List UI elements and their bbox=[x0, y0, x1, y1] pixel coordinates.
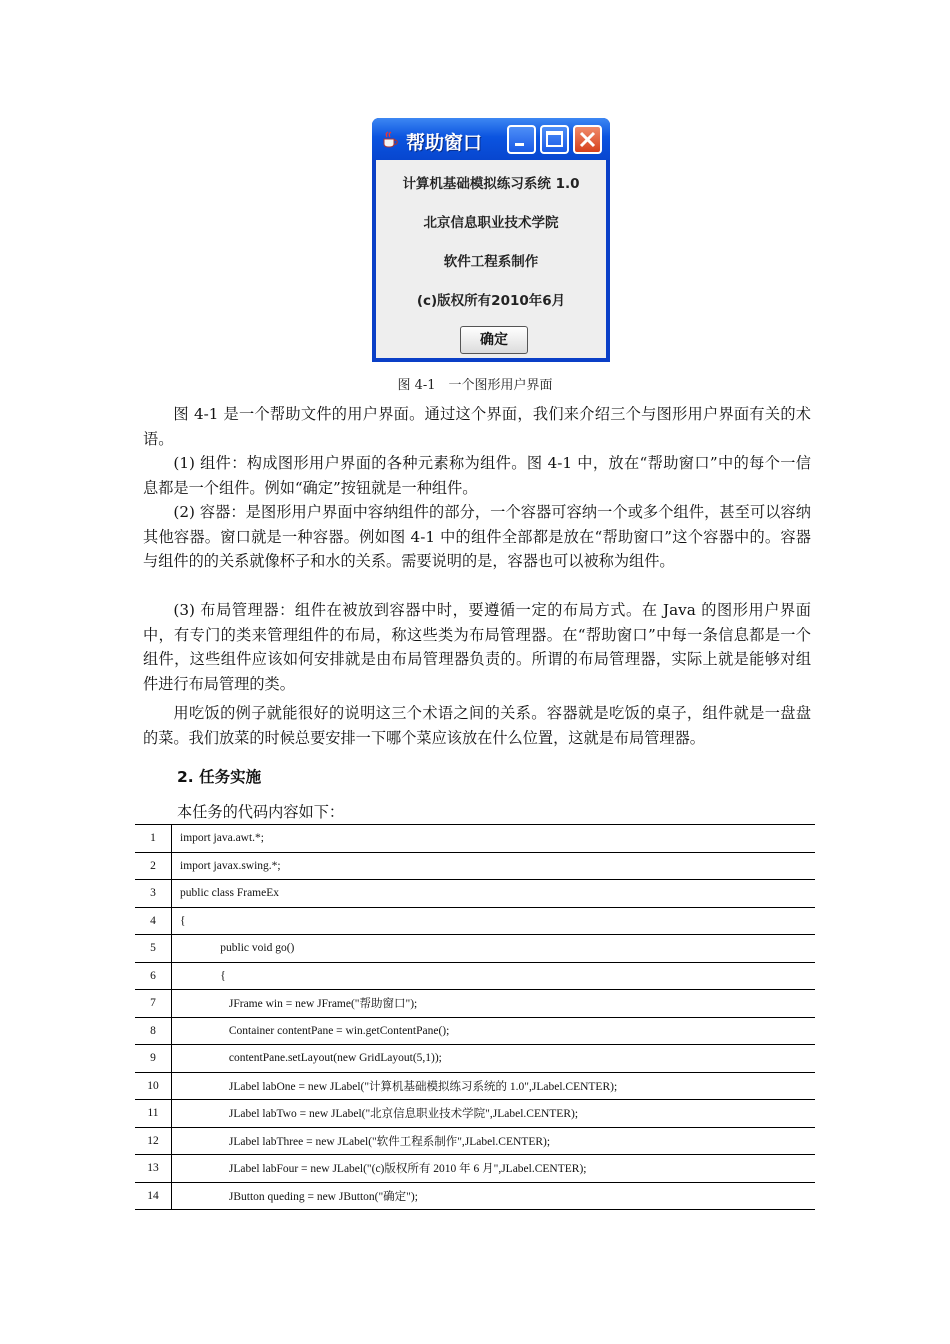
line-number: 10 bbox=[135, 1072, 172, 1100]
code-line: JLabel labFour = new JLabel("(c)版权所有 2010 年 6 月",JLabel.CENTER); bbox=[172, 1155, 816, 1183]
code-intro: 本任务的代码内容如下： bbox=[177, 803, 345, 821]
window-title: 帮助窗口 bbox=[406, 132, 483, 154]
code-row bbox=[135, 1045, 815, 1073]
code-line: Container contentPane = win.getContentPane(); bbox=[172, 1017, 816, 1045]
ok-button[interactable]: 确定 bbox=[460, 326, 528, 354]
label-one: 计算机基础模拟练习系统 1.0 bbox=[402, 176, 580, 192]
line-number: 1 bbox=[135, 825, 172, 853]
line-number: 9 bbox=[135, 1045, 172, 1073]
code-row bbox=[135, 1017, 815, 1045]
paragraph-intro: 图 4-1 是一个帮助文件的用户界面。通过这个界面，我们来介绍三个与图形用户界面有关的术语。 bbox=[143, 405, 811, 448]
window-content bbox=[376, 160, 606, 358]
section-heading: 2. 任务实施 bbox=[177, 768, 262, 786]
code-line: JLabel labTwo = new JLabel("北京信息职业技术学院",JLabel.CENTER); bbox=[172, 1100, 816, 1128]
code-row bbox=[135, 825, 815, 853]
code-row bbox=[135, 852, 815, 880]
code-line: { bbox=[172, 907, 816, 935]
line-number: 4 bbox=[135, 907, 172, 935]
line-number: 8 bbox=[135, 1017, 172, 1045]
code-row bbox=[135, 962, 815, 990]
maximize-button[interactable] bbox=[540, 125, 569, 154]
figure-caption: 图 4-1 一个图形用户界面 bbox=[397, 378, 553, 393]
code-table bbox=[135, 824, 815, 1210]
code-line: import javax.swing.*; bbox=[172, 852, 816, 880]
code-row bbox=[135, 1155, 815, 1183]
code-line: JLabel labOne = new JLabel("计算机基础模拟练习系统的 1.0",JLabel.CENTER); bbox=[172, 1072, 816, 1100]
code-row bbox=[135, 1072, 815, 1100]
line-number: 5 bbox=[135, 935, 172, 963]
line-number: 12 bbox=[135, 1127, 172, 1155]
code-line: contentPane.setLayout(new GridLayout(5,1)); bbox=[172, 1045, 816, 1073]
maximize-icon bbox=[542, 127, 567, 152]
line-number: 3 bbox=[135, 880, 172, 908]
code-line: public void go() bbox=[172, 935, 816, 963]
code-row bbox=[135, 935, 815, 963]
line-number: 14 bbox=[135, 1182, 172, 1210]
label-three: 软件工程系制作 bbox=[443, 254, 539, 270]
code-row bbox=[135, 880, 815, 908]
code-line: import java.awt.*; bbox=[172, 825, 816, 853]
close-icon bbox=[575, 127, 600, 152]
line-number: 2 bbox=[135, 852, 172, 880]
paragraph-container: (2) 容器：是图形用户界面中容纳组件的部分，一个容器可容纳一个或多个组件，甚至可以容纳其他容器。窗口就是一种容器。例如图 4-1 中的组件全部都是放在“帮助窗口”这个容器中的。容器与组件的的关系就像杯子和水的关系。需要说明的是，容器也可以被称为组件。 bbox=[143, 503, 811, 570]
paragraph-component: (1) 组件：构成图形用户界面的各种元素称为组件。图 4-1 中，放在“帮助窗口”中的每个一信息都是一个组件。例如“确定”按钮就是一种组件。 bbox=[143, 454, 811, 497]
window-titlebar bbox=[372, 118, 610, 160]
help-window-figure bbox=[372, 118, 610, 362]
line-number: 13 bbox=[135, 1155, 172, 1183]
label-two: 北京信息职业技术学院 bbox=[423, 215, 559, 231]
code-row bbox=[135, 907, 815, 935]
paragraph-analogy: 用吃饭的例子就能很好的说明这三个术语之间的关系。容器就是吃饭的桌子，组件就是一盘盘的菜。我们放菜的时候总要安排一下哪个菜应该放在什么位置，这就是布局管理器。 bbox=[143, 704, 811, 747]
line-number: 7 bbox=[135, 990, 172, 1018]
code-line: { bbox=[172, 962, 816, 990]
java-cup-icon bbox=[380, 129, 400, 149]
code-line: public class FrameEx bbox=[172, 880, 816, 908]
line-number: 11 bbox=[135, 1100, 172, 1128]
minimize-icon bbox=[509, 127, 534, 152]
code-line: JButton queding = new JButton("确定"); bbox=[172, 1182, 816, 1210]
code-row bbox=[135, 990, 815, 1018]
minimize-button[interactable] bbox=[507, 125, 536, 154]
code-line: JFrame win = new JFrame("帮助窗口"); bbox=[172, 990, 816, 1018]
paragraph-layout-manager: (3) 布局管理器：组件在被放到容器中时，要遵循一定的布局方式。在 Java 的图形用户界面中，有专门的类来管理组件的布局，称这些类为布局管理器。在“帮助窗口”中每一条信息都是一个组件，这些组件应该如何安排就是由布局管理器负责的。所谓的布局管理器，实际上就是能够对组件进行布局管理的类。 bbox=[143, 601, 811, 693]
code-row bbox=[135, 1100, 815, 1128]
code-line: JLabel labThree = new JLabel("软件工程系制作",JLabel.CENTER); bbox=[172, 1127, 816, 1155]
code-row bbox=[135, 1127, 815, 1155]
label-four: (c)版权所有2010年6月 bbox=[416, 293, 566, 309]
code-row bbox=[135, 1182, 815, 1210]
line-number: 6 bbox=[135, 962, 172, 990]
close-button[interactable] bbox=[573, 125, 602, 154]
